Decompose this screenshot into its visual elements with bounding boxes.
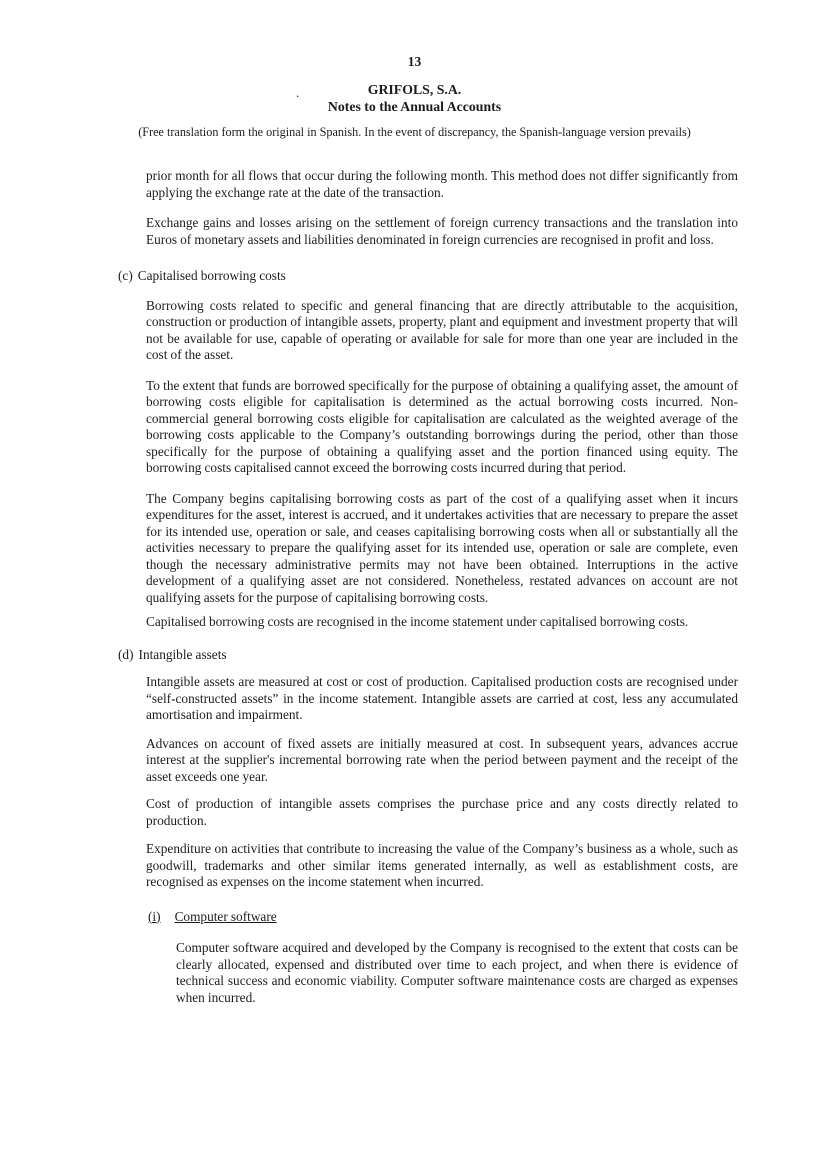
section-d-paragraph-3: Cost of production of intangible assets comprises the purchase price and any costs directly related to production.: [146, 796, 738, 828]
intro-paragraph-2: Exchange gains and losses arising on the settlement of foreign currency transactions and the translation into Euros of monetary assets and liabilities denominated in foreign currencies are recognised in profit and loss.: [146, 215, 738, 247]
intro-paragraph-1: prior month for all flows that occur during the following month. This method does not differ significantly from applying the exchange rate at the date of the transaction.: [146, 168, 738, 200]
subsection-i-title: Computer software: [174, 908, 277, 924]
section-c-paragraph-2: To the extent that funds are borrowed specifically for the purpose of obtaining a qualifying asset, the amount of borrowing costs eligible for capitalisation is determined as the actual borrowing costs incurred. Non-commercial general borrowing costs eligible for capitalisation are calculated as the weighted average of the borrowing costs applicable to the Company’s outstanding borrowings during the period, other than those specifically for the purpose of obtaining a qualifying asset and the portion financed using equity. The borrowing costs capitalised cannot exceed the borrowing costs incurred during that period.: [146, 377, 738, 475]
section-heading-d: [118, 647, 738, 664]
subsection-i-label: (i): [148, 908, 161, 924]
stray-ink-mark: .: [296, 85, 300, 100]
document-body: [118, 168, 738, 1006]
section-d-paragraph-2: Advances on account of fixed assets are initially measured at cost. In subsequent years, advances accrue interest at the supplier's incremental borrowing rate when the period between payment and the receipt of the asset exceeds one year.: [146, 735, 738, 784]
document-header: [0, 55, 829, 139]
document-title: Notes to the Annual Accounts: [327, 98, 502, 114]
section-d-paragraph-4: Expenditure on activities that contribute to increasing the value of the Company’s business as a whole, such as goodwill, trademarks and other similar items generated internally, as well as establishment costs, are recognised as expenses on the income statement when incurred.: [146, 841, 738, 889]
section-c-paragraph-3: The Company begins capitalising borrowing costs as part of the cost of a qualifying asset when it incurs expenditures for the asset, interest is accrued, and it undertakes activities that are necessary to prepare the asset for its intended use, operation or sale, and ceases capitalising borrowing costs when all or substantially all the activities necessary to prepare the qualifying asset for its intended use, operation or sale are complete, even though the necessary administrative permits may not have been obtained. Interruptions in the active development of a qualifying asset are not considered. Nonetheless, restated advances on account are not qualifying assets for the purpose of capitalising borrowing costs.: [146, 490, 738, 605]
section-c-title: Capitalised borrowing costs: [137, 268, 286, 283]
section-c-paragraph-4: Capitalised borrowing costs are recognised in the income statement under capitalised borrowing costs.: [146, 614, 689, 629]
subsection-i-paragraph-1: Computer software acquired and developed by the Company is recognised to the extent that costs can be clearly allocated, expensed and distributed over time to each project, and when there is evidence of technical success and economic viability. Computer software maintenance costs are charged as expenses when incurred.: [176, 940, 738, 1005]
section-d-paragraph-1: Intangible assets are measured at cost or cost of production. Capitalised production costs are recognised under “self-constructed assets” in the income statement. Intangible assets are carried at cost, less any accumulated amortisation and impairment.: [146, 674, 738, 722]
section-d-label: (d): [118, 646, 134, 662]
section-heading-c: [118, 268, 738, 285]
company-name: GRIFOLS, S.A.: [367, 82, 462, 97]
section-c-label: (c): [118, 268, 133, 283]
subsection-heading-i: [148, 909, 738, 926]
page-number: 13: [407, 54, 422, 69]
section-d-title: Intangible assets: [138, 646, 227, 662]
translation-note: (Free translation form the original in Spanish. In the event of discrepancy, the Spanish-language version prevails): [138, 125, 691, 139]
section-c-paragraph-1: Borrowing costs related to specific and general financing that are directly attributable to the acquisition, construction or production of intangible assets, property, plant and equipment and investment property that will not be available for use, capable of operating or available for sale for more than one year are included in the cost of the asset.: [146, 297, 738, 362]
